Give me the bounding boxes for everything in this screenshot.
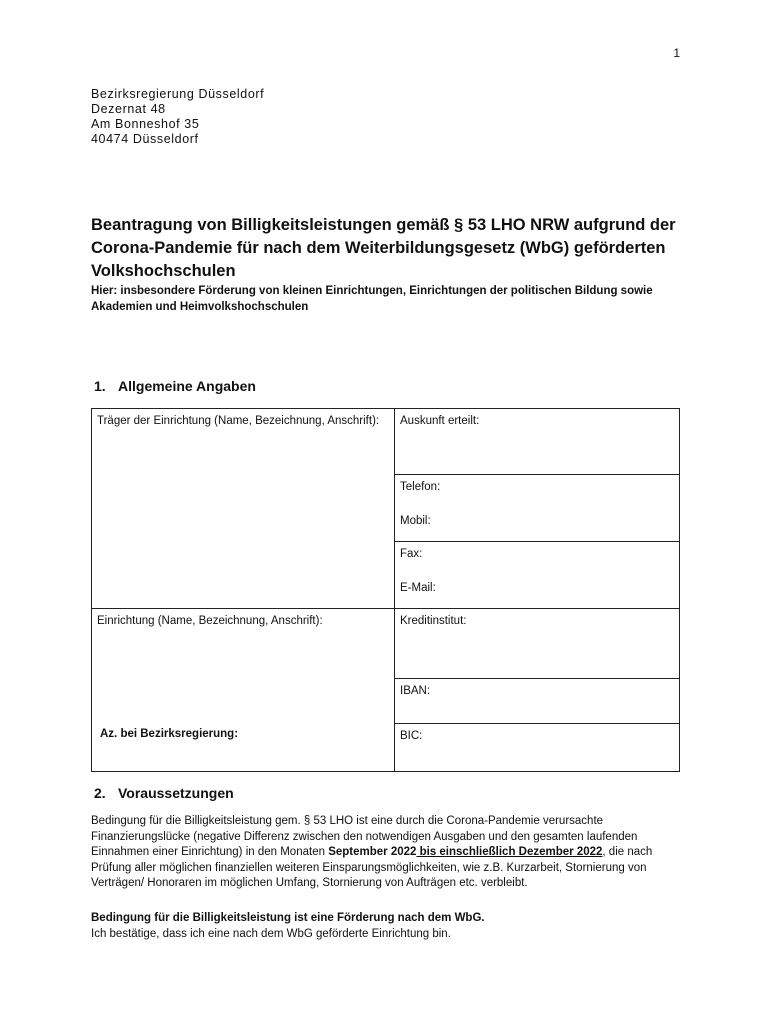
traeger-label: Träger der Einrichtung (Name, Bezeichnung, Anschrift):: [97, 415, 380, 427]
confirmation-paragraph: [91, 911, 691, 942]
document-title: Beantragung von Billigkeitsleistungen gemäß § 53 LHO NRW aufgrund der Corona-Pandemie für nach dem Weiterbildungsgesetz (WbG) geförderten Volkshochschulen: [91, 216, 676, 280]
section-2-number: 2.: [94, 785, 106, 801]
general-info-table: [91, 408, 680, 772]
einrichtung-field[interactable]: [92, 609, 395, 772]
section-2-title: Voraussetzungen: [118, 785, 234, 801]
fax-email-field[interactable]: [395, 542, 680, 609]
bic-label: BIC:: [400, 730, 423, 742]
kreditinstitut-label: Kreditinstitut:: [400, 615, 467, 627]
iban-label: IBAN:: [400, 685, 431, 697]
fax-label: Fax:: [400, 548, 423, 560]
mobil-label: Mobil:: [400, 515, 431, 527]
wbg-condition: Bedingung für die Billigkeitsleistung ist eine Förderung nach dem WbG.: [91, 912, 485, 924]
az-label: Az. bei Bezirksregierung:: [100, 728, 239, 740]
kreditinstitut-field[interactable]: [395, 609, 680, 679]
conditions-period-end: bis einschließlich Dezember 2022: [416, 846, 603, 858]
section-1-heading: [94, 378, 256, 394]
auskunft-label: Auskunft erteilt:: [400, 415, 480, 427]
address-line-2: Dezernat 48: [91, 102, 166, 116]
page-number: 1: [673, 46, 680, 60]
email-label: E-Mail:: [400, 582, 436, 594]
einrichtung-label: Einrichtung (Name, Bezeichnung, Anschrift):: [97, 615, 323, 627]
section-1-title: Allgemeine Angaben: [118, 378, 256, 394]
conditions-text-1: Bedingung für die Billigkeitsleistung gem. § 53 LHO ist eine durch die Corona-Pandemie verursachte Finanzierungslücke (negative Differenz zwischen den notwendigen Ausgaben und den gesamten laufenden Einnahmen einer Einrichtung) in den Monaten: [91, 815, 638, 858]
iban-field[interactable]: [395, 679, 680, 724]
auskunft-field[interactable]: [395, 409, 680, 475]
section-2-heading: [94, 785, 234, 801]
bic-field[interactable]: [395, 724, 680, 772]
conditions-paragraph: [91, 814, 691, 892]
telefon-mobil-field[interactable]: [395, 475, 680, 542]
address-line-4: 40474 Düsseldorf: [91, 132, 199, 146]
section-1-number: 1.: [94, 378, 106, 394]
telefon-label: Telefon:: [400, 481, 441, 493]
conditions-period-start: September 2022: [328, 846, 417, 858]
wbg-confirmation: Ich bestätige, dass ich eine nach dem WbG geförderte Einrichtung bin.: [91, 927, 451, 940]
address-line-3: Am Bonneshof 35: [91, 117, 200, 131]
document-subtitle: Hier: insbesondere Förderung von kleinen Einrichtungen, Einrichtungen der politischen Bildung sowie Akademien und Heimvolkshochschulen: [91, 285, 653, 313]
conditions-text-2: , die nach Prüfung aller möglichen finanziellen weiteren Einsparungsmöglichkeiten, wie z.B. Kurzarbeit, Stornierung von Verträgen/ Honoraren im möglichen Umfang, Stornierung von Aufträgen etc. verbleibt.: [91, 846, 653, 889]
traeger-field[interactable]: [92, 409, 395, 609]
address-line-1: Bezirksregierung Düsseldorf: [91, 87, 265, 101]
recipient-address: [91, 87, 264, 147]
